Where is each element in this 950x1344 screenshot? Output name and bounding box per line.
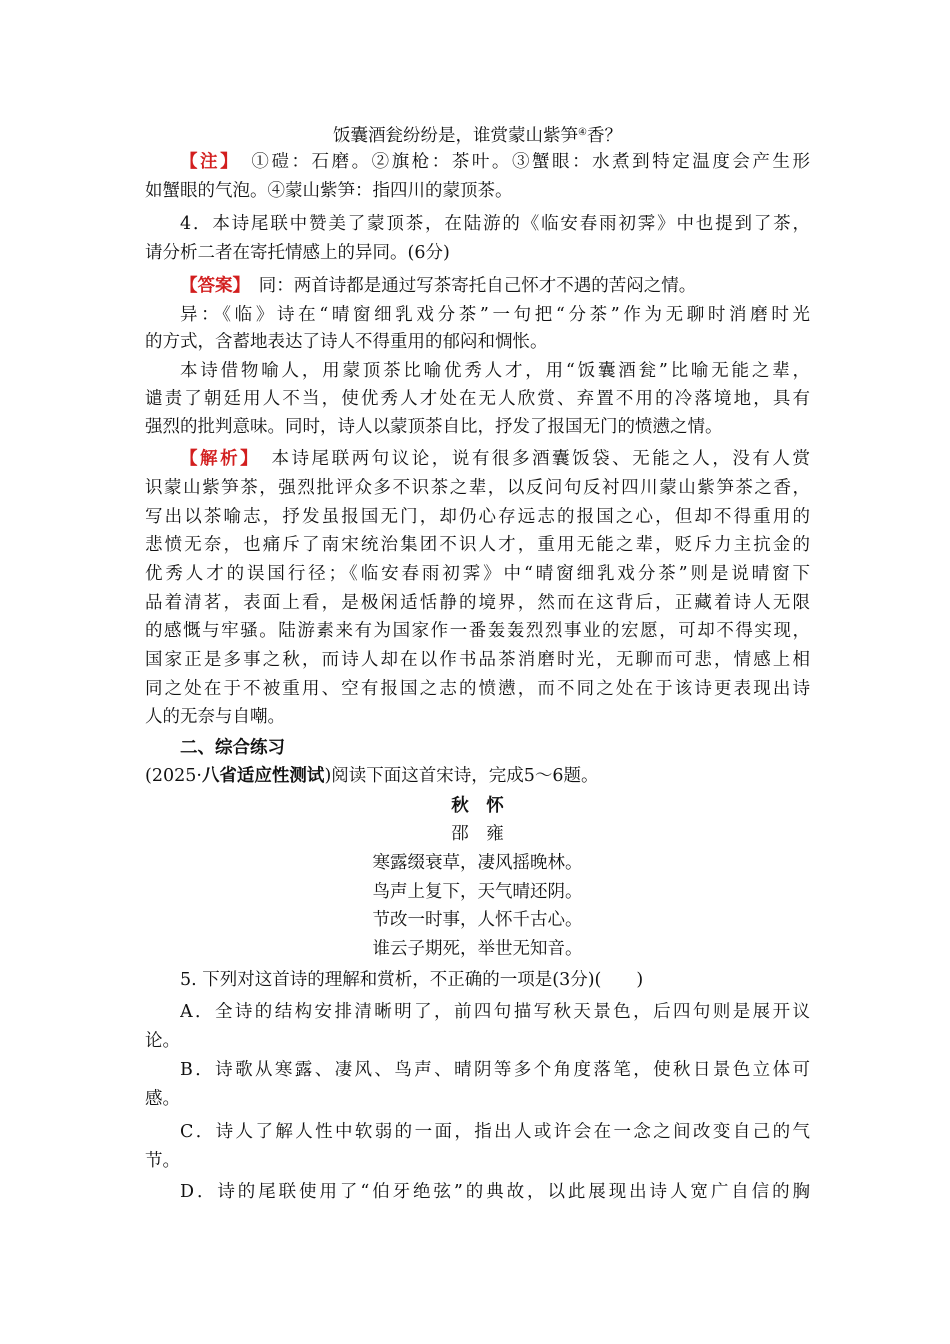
poem-line-2: 鸟声上复下，天气晴还阴。 [372,882,583,902]
option-b-line-2: 感。 [145,1089,180,1109]
poem-line-1: 寒露缀衰草，凄风摇晚林。 [372,853,583,873]
note-line-1: 【注】 ①磑：石磨。②旗枪：茶叶。③蟹眼：水煮到特定温度会产生形 [180,152,810,172]
answer-line-6: 强烈的批判意味。同时，诗人以蒙顶茶自比，抒发了报国无门的愤懑之情。 [145,417,723,437]
note-line-2: 如蟹眼的气泡。④蒙山紫笋：指四川的蒙顶茶。 [145,181,513,201]
analysis-line-7: 的感慨与牢骚。陆游素来有为国家作一番轰轰烈烈事业的宏愿，可却不得实现， [145,621,810,641]
answer-label: 【答案】 [180,276,242,296]
option-d-line-1: D．诗的尾联使用了“伯牙绝弦”的典故，以此展现出诗人宽广自信的胸 [180,1182,810,1202]
question-5-stem: 5. 下列对这首诗的理解和赏析，不正确的一项是(3分)( ) [180,970,644,990]
poem-last-line: 饭囊酒瓮纷纷是，谁赏蒙山紫笋④香？ [333,126,622,146]
option-a-line-2: 论。 [145,1031,180,1051]
analysis-line-8: 国家正是多事之秋，而诗人却在以作书品茶消磨时光，无聊而可悲，情感上相 [145,650,810,670]
note-marker: ④ [578,127,587,138]
answer-line-4: 本诗借物喻人，用蒙顶茶比喻优秀人才，用“饭囊酒瓮”比喻无能之辈， [180,361,810,381]
option-a-line-1: A．全诗的结构安排清晰明了，前四句描写秋天景色，后四句则是展开议 [180,1002,810,1022]
source-line: (2025·八省适应性测试)阅读下面这首宋诗，完成5～6题。 [145,766,599,786]
analysis-line-2: 识蒙山紫笋茶，强烈批评众多不识茶之辈，以反问句反衬四川蒙山紫笋茶之香， [145,478,810,498]
option-b-line-1: B．诗歌从寒露、凄风、鸟声、晴阴等多个角度落笔，使秋日景色立体可 [180,1060,810,1080]
answer-line-1: 【答案】 同：两首诗都是通过写茶寄托自己怀才不遇的苦闷之情。 [180,276,697,296]
analysis-line-10: 人的无奈与自嘲。 [145,707,285,727]
analysis-line-3: 写出以茶喻志，抒发虽报国无门，却仍心存远志的报国之心，但却不得重用的 [145,507,810,527]
analysis-line-6: 品着清茗，表面上看，是极闲适恬静的境界，然而在这背后，正藏着诗人无限 [145,593,810,613]
answer-line-2: 异：《临》诗在“晴窗细乳戏分茶”一句把“分茶”作为无聊时消磨时光 [180,305,810,325]
section-title: 二、综合练习 [180,738,285,758]
analysis-line-5: 优秀人才的误国行径；《临安春雨初霁》中“晴窗细乳戏分茶”则是说晴窗下 [145,564,810,584]
question-4-line-2: 请分析二者在寄托情感上的异同。(6分) [145,243,450,263]
option-c-line-2: 节。 [145,1151,180,1171]
note-label: 【注】 [180,152,232,172]
answer-line-5: 谴责了朝廷用人不当，使优秀人才处在无人欣赏、弃置不用的冷落境地，具有 [145,389,810,409]
poem-title: 秋 怀 [451,796,504,816]
analysis-line-9: 同之处在于不被重用、空有报国之志的愤懑，而不同之处在于该诗更表现出诗 [145,679,810,699]
answer-line-3: 的方式，含蓄地表达了诗人不得重用的郁闷和惆怅。 [145,332,548,352]
analysis-line-1: 【解析】 本诗尾联两句议论，说有很多酒囊饭袋、无能之人，没有人赏 [180,449,810,469]
question-4-line-1: 4．本诗尾联中赞美了蒙顶茶，在陆游的《临安春雨初霁》中也提到了茶， [180,214,810,234]
analysis-label: 【解析】 [180,449,252,469]
poem-author: 邵 雍 [451,824,504,844]
poem-line-3: 节改一时事，人怀千古心。 [372,910,583,930]
poem-line-4: 谁云子期死，举世无知音。 [372,939,583,959]
analysis-line-4: 悲愤无奈，也痛斥了南宋统治集团不识人才，重用无能之辈，贬斥力主抗金的 [145,535,810,555]
option-c-line-1: C．诗人了解人性中软弱的一面，指出人或许会在一念之间改变自己的气 [180,1122,810,1142]
